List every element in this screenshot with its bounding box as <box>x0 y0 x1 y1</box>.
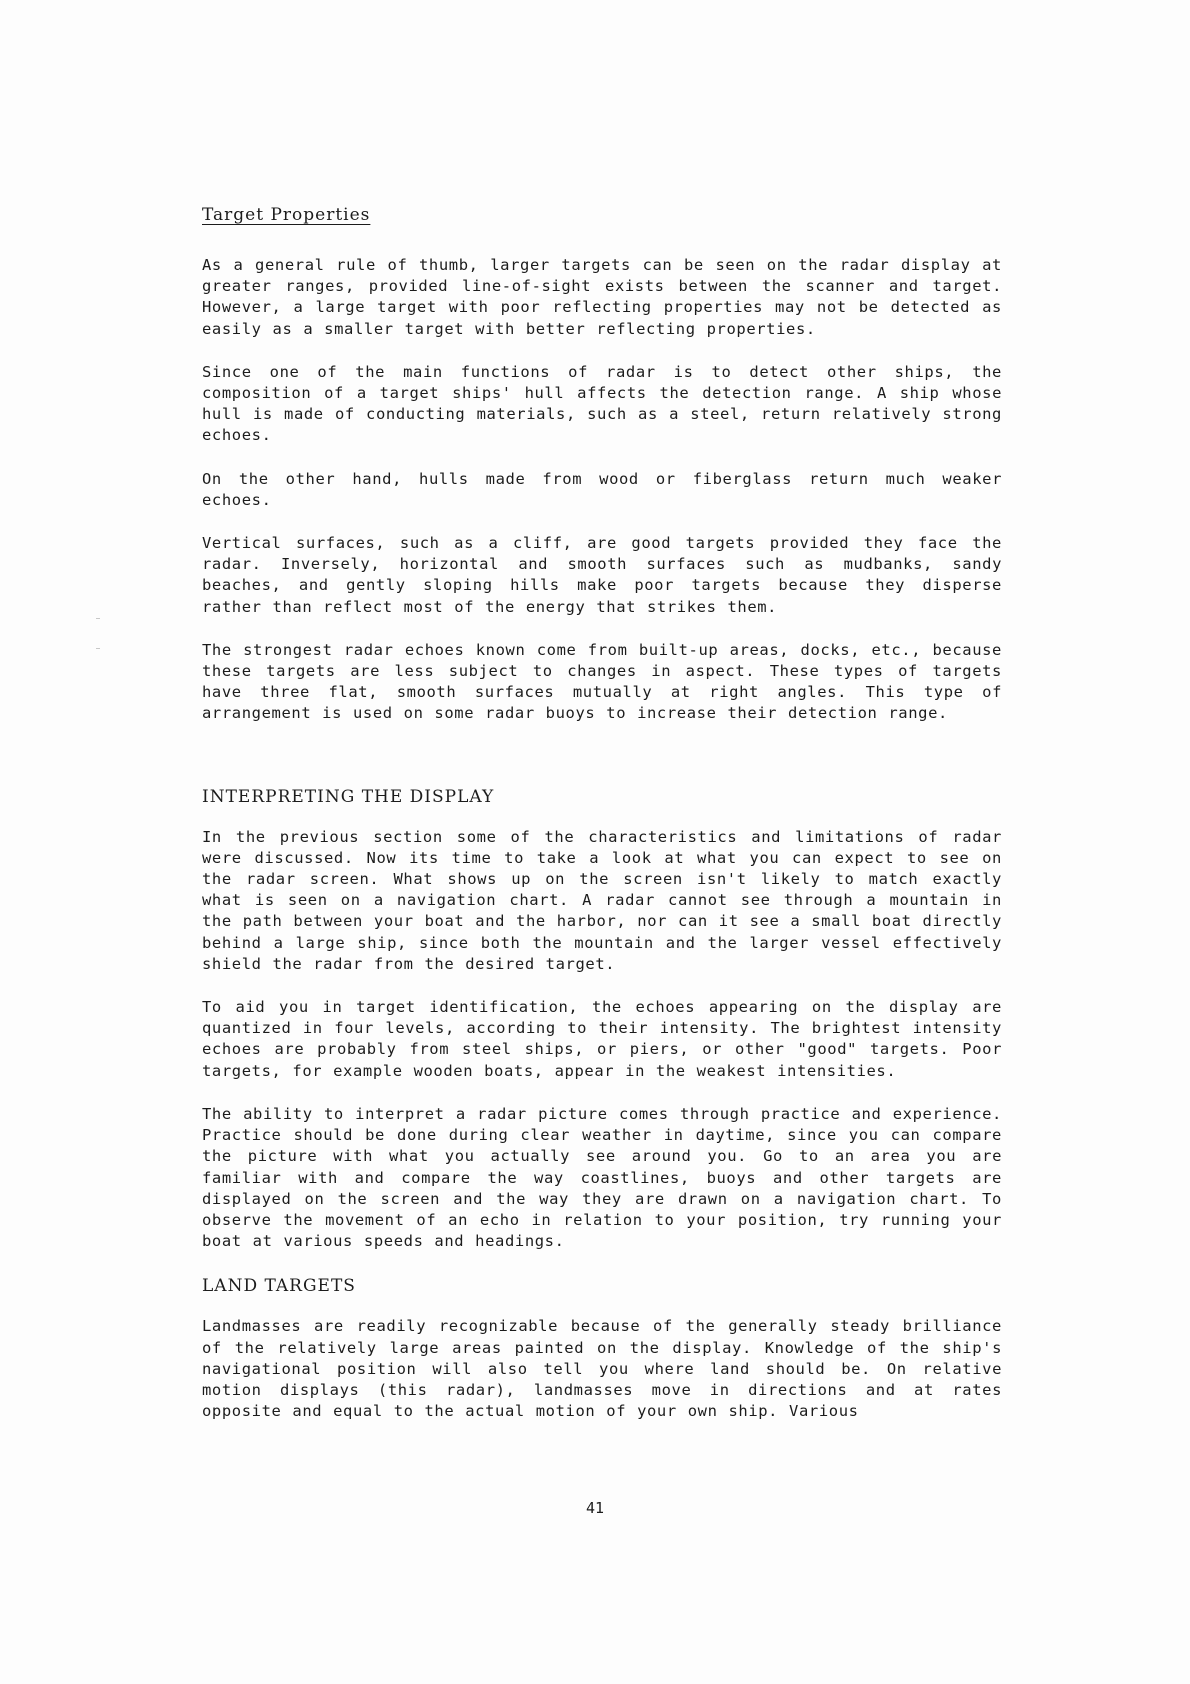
paragraph: Landmasses are readily recognizable because of the generally steady brilliance of the relatively large areas painted on the display. Knowledge of the ship's navigational position will also tell you where land should be. On relative motion displays (this radar), landmasses move in directions and at rates opposite and equal to the actual motion of your own ship. Various <box>202 1317 1002 1421</box>
text-column <box>202 205 1002 1422</box>
paragraph: As a general rule of thumb, larger targets can be seen on the radar display at greater ranges, provided line-of-sight exists between the scanner and target. However, a large target with poor reflecting properties may not be detected as easily as a smaller target with better reflecting properties. <box>202 256 1002 338</box>
heading-land-targets: LAND TARGETS <box>202 1276 356 1297</box>
paragraph: Vertical surfaces, such as a cliff, are good targets provided they face the radar. Inversely, horizontal and smooth surfaces such as mudbanks, sandy beaches, and gently sloping hills make poor targets because they disperse rather than reflect most of the energy that strikes them. <box>202 534 1002 616</box>
paragraph: Since one of the main functions of radar is to detect other ships, the composition of a target ships' hull affects the detection range. A ship whose hull is made of conducting materials, such as a steel, return relatively strong echoes. <box>202 362 1002 445</box>
margin-mark <box>96 618 100 619</box>
paragraph: The ability to interpret a radar picture comes through practice and experience. Practice should be done during clear weather in daytime, since you can compare the picture with what you actually see around you. Go to an area you are familiar with and compare the way coastlines, buoys and other targets are displayed on the screen and the way they are drawn on a navigation chart. To observe the movement of an echo in relation to your position, try running your boat at various speeds and headings. <box>202 1104 1002 1251</box>
paragraph: The strongest radar echoes known come from built-up areas, docks, etc., because these targets are less subject to changes in aspect. These types of targets have three flat, smooth surfaces mutually at right angles. This type of arrangement is used on some radar buoys to increase their detection range. <box>202 640 1002 723</box>
paragraph: To aid you in target identification, the echoes appearing on the display are quantized in four levels, according to their intensity. The brightest intensity echoes are probably from steel ships, or piers, or other "good" targets. Poor targets, for example wooden boats, appear in the weakest intensities. <box>202 998 1002 1080</box>
page-number: 41 <box>585 1499 605 1517</box>
margin-mark <box>96 648 100 649</box>
heading-interpreting-display: INTERPRETING THE DISPLAY <box>202 786 495 807</box>
paragraph: On the other hand, hulls made from wood or fiberglass return much weaker echoes. <box>202 469 1002 509</box>
paragraph: In the previous section some of the characteristics and limitations of radar were discussed. Now its time to take a look at what you can expect to see on the radar screen. What shows up on the screen isn't likely to match exactly what is seen on a navigation chart. A radar cannot see through a mountain in the path between your boat and the harbor, nor can it see a small boat directly behind a large ship, since both the mountain and the larger vessel effectively shield the radar from the desired target. <box>202 827 1002 973</box>
heading-target-properties: Target Properties <box>202 205 371 225</box>
